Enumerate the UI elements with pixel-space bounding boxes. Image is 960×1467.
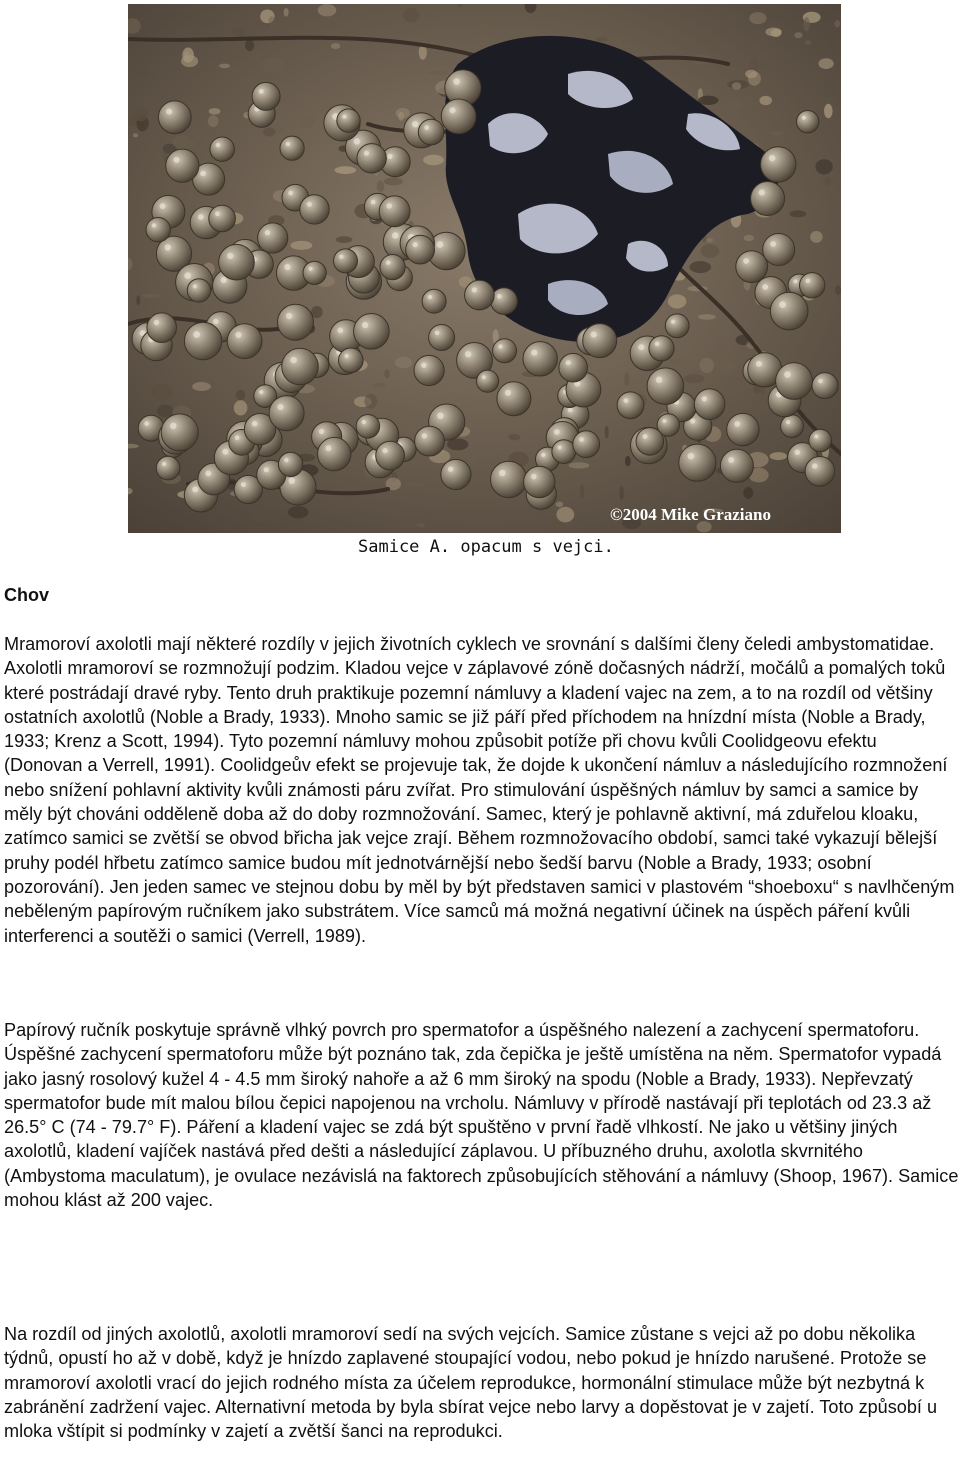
soil-speck: [269, 16, 276, 26]
egg-highlight: [284, 458, 288, 462]
soil-speck: [262, 57, 284, 73]
soil-speck: [219, 64, 230, 69]
egg: [146, 218, 170, 242]
egg: [282, 348, 319, 385]
soil-speck: [769, 131, 784, 135]
egg: [441, 459, 471, 489]
soil-speck: [716, 332, 722, 339]
egg: [278, 452, 302, 476]
photo-watermark: ©2004 Mike Graziano: [610, 505, 771, 524]
egg: [805, 457, 835, 487]
soil-speck: [669, 359, 684, 365]
soil-speck: [835, 285, 841, 295]
egg-highlight: [465, 351, 471, 357]
egg-highlight: [453, 78, 460, 85]
egg: [278, 304, 314, 340]
egg-highlight: [814, 435, 818, 439]
soil-speck: [245, 39, 254, 51]
egg-highlight: [382, 448, 387, 453]
egg-highlight: [566, 360, 571, 365]
soil-speck: [810, 231, 823, 243]
egg: [617, 392, 644, 419]
egg-highlight: [277, 404, 283, 410]
egg-highlight: [762, 284, 768, 290]
soil-speck: [690, 261, 712, 273]
egg-highlight: [288, 191, 293, 196]
egg-highlight: [643, 434, 648, 439]
egg: [552, 440, 576, 464]
egg-highlight: [364, 151, 369, 156]
egg-highlight: [344, 354, 348, 358]
egg: [252, 82, 280, 110]
egg-highlight: [541, 453, 545, 457]
egg: [166, 149, 199, 182]
egg-highlight: [235, 332, 241, 338]
egg: [636, 428, 664, 456]
soil-speck: [815, 159, 832, 174]
soil-speck: [232, 28, 245, 37]
egg: [720, 449, 753, 482]
soil-speck: [770, 452, 787, 460]
egg: [523, 342, 557, 376]
egg-highlight: [779, 301, 786, 308]
soil-speck: [133, 133, 138, 137]
egg: [465, 280, 495, 310]
soil-speck: [701, 244, 719, 258]
egg-highlight: [756, 361, 762, 367]
egg: [337, 109, 360, 132]
egg: [559, 353, 588, 382]
egg-highlight: [413, 242, 418, 247]
soil-speck: [744, 235, 754, 241]
soil-speck: [318, 4, 337, 16]
soil-speck: [284, 8, 289, 17]
soil-speck: [364, 394, 377, 409]
egg-highlight: [362, 420, 366, 424]
egg: [573, 431, 600, 458]
egg-highlight: [165, 244, 171, 250]
egg: [781, 415, 804, 438]
egg-highlight: [286, 313, 292, 319]
egg-highlight: [579, 437, 584, 442]
soil-speck: [819, 58, 834, 69]
soil-speck: [142, 294, 163, 298]
soil-speck: [416, 523, 425, 527]
egg: [227, 324, 262, 359]
soil-speck: [625, 456, 631, 466]
egg-highlight: [290, 357, 297, 364]
egg: [422, 289, 446, 313]
egg-highlight: [362, 322, 368, 328]
egg-highlight: [259, 390, 263, 394]
egg-highlight: [759, 190, 765, 196]
egg-highlight: [531, 350, 537, 356]
egg-highlight: [505, 390, 511, 396]
egg-highlight: [289, 478, 295, 484]
soil-speck: [624, 373, 629, 386]
egg-highlight: [472, 287, 477, 292]
egg-highlight: [222, 449, 228, 455]
soil-speck: [336, 236, 353, 243]
egg-highlight: [656, 377, 663, 384]
soil-speck: [251, 511, 271, 522]
salamander-with-eggs-photo: [128, 4, 841, 533]
egg: [493, 339, 517, 363]
egg: [303, 261, 326, 284]
egg-highlight: [337, 328, 343, 334]
soil-speck: [403, 8, 419, 23]
egg: [770, 292, 808, 330]
soil-speck: [429, 71, 448, 75]
egg-highlight: [449, 107, 455, 113]
soil-speck: [133, 107, 148, 121]
egg: [156, 456, 180, 480]
soil-speck: [478, 25, 490, 34]
egg-highlight: [497, 294, 502, 299]
soil-speck: [377, 181, 385, 193]
soil-speck: [152, 73, 157, 78]
egg: [761, 147, 796, 182]
soil-speck: [396, 108, 410, 118]
egg: [354, 314, 390, 350]
egg-highlight: [702, 396, 707, 401]
figure-caption: Samice A. opacum s vejci.: [358, 537, 614, 557]
egg: [679, 444, 716, 481]
egg: [583, 324, 617, 358]
soil-speck: [720, 360, 736, 372]
photo-graphic: [128, 4, 841, 533]
egg-highlight: [339, 255, 343, 259]
egg-highlight: [354, 138, 360, 144]
egg-highlight: [264, 467, 269, 472]
soil-speck: [263, 127, 275, 136]
egg-highlight: [154, 320, 159, 325]
egg-highlight: [371, 200, 376, 205]
egg-highlight: [812, 463, 817, 468]
soil-speck: [605, 426, 609, 439]
egg-highlight: [265, 230, 270, 235]
soil-speck: [684, 374, 705, 383]
egg-highlight: [160, 203, 166, 209]
egg: [812, 373, 838, 399]
egg-highlight: [437, 241, 444, 248]
egg: [158, 101, 191, 134]
egg-highlight: [743, 258, 749, 264]
soil-speck: [291, 241, 313, 250]
egg-highlight: [498, 344, 502, 348]
egg-highlight: [662, 419, 666, 423]
soil-speck: [825, 176, 832, 186]
soil-speck: [732, 82, 741, 90]
egg-highlight: [307, 202, 312, 207]
soil-speck: [182, 48, 194, 63]
egg: [414, 355, 444, 385]
egg-highlight: [387, 154, 392, 159]
soil-speck: [749, 12, 766, 24]
egg: [809, 429, 832, 452]
egg-highlight: [184, 272, 191, 279]
egg-highlight: [198, 214, 204, 220]
egg-highlight: [319, 429, 324, 434]
egg-highlight: [342, 115, 346, 119]
soil-speck: [794, 32, 802, 38]
egg-highlight: [558, 445, 562, 449]
egg-highlight: [655, 342, 660, 347]
egg: [751, 182, 785, 216]
egg-highlight: [795, 450, 800, 455]
egg: [280, 136, 304, 160]
egg-highlight: [170, 423, 177, 430]
egg-highlight: [221, 277, 227, 283]
soil-speck: [172, 135, 193, 149]
soil-speck: [508, 434, 520, 441]
egg: [269, 396, 304, 431]
egg-highlight: [284, 264, 290, 270]
egg: [477, 370, 499, 392]
egg: [334, 249, 358, 273]
egg-highlight: [286, 142, 290, 146]
egg: [441, 99, 476, 134]
egg-highlight: [174, 157, 180, 163]
egg: [497, 382, 531, 416]
soil-speck: [395, 357, 412, 368]
soil-speck: [556, 502, 563, 508]
egg-highlight: [784, 371, 791, 378]
egg-highlight: [166, 109, 172, 115]
soil-speck: [556, 507, 574, 523]
egg: [491, 461, 527, 497]
egg-highlight: [216, 143, 220, 147]
egg-highlight: [241, 482, 246, 487]
soil-speck: [727, 99, 744, 109]
soil-speck: [804, 40, 811, 44]
soil-speck: [765, 28, 781, 37]
egg-highlight: [728, 457, 734, 463]
egg-highlight: [200, 171, 206, 177]
egg-highlight: [428, 295, 432, 299]
egg-highlight: [259, 89, 264, 94]
paragraph-3: Na rozdíl od jiných axolotlů, axolotli mramoroví sedí na svých vejcích. Samice zůstane s vejci až po dobu několika týdnů, opustí ho až v době, když je hnízdo zaplavené stoupající vodou, nebo pokud je hnízdo narušené. Protože se mramoroví axolotli vrací do jejich rodného místa za účelem reprodukce, hormonální stimulace může být nezbytná k zabránění zadržení vajec. Alternativní metoda by byla sbírat vejce nebo larvy a dopěstovat je v zajetí. Toto způsobí u mloka vštípit si podmínky v zajetí a zvětší šanci na reprodukci.: [4, 1324, 938, 1442]
egg: [418, 119, 444, 145]
soil-speck: [734, 284, 738, 292]
egg-highlight: [531, 474, 537, 480]
egg-highlight: [386, 203, 392, 209]
soil-speck: [299, 116, 314, 128]
soil-speck: [569, 462, 590, 468]
egg: [339, 348, 364, 373]
egg-highlight: [162, 462, 166, 466]
soil-speck: [698, 96, 718, 105]
egg-highlight: [499, 470, 506, 477]
egg: [219, 244, 255, 280]
egg-highlight: [482, 375, 486, 379]
soil-speck: [700, 358, 714, 373]
egg-highlight: [435, 331, 440, 336]
egg: [184, 322, 221, 359]
egg: [429, 325, 455, 351]
egg-highlight: [734, 421, 740, 427]
soil-speck: [134, 66, 148, 77]
soil-speck: [157, 405, 174, 418]
paragraph-2: Papírový ručník poskytuje správně vlhký povrch pro spermatofor a úspěšného nalezení a zachycení spermatoforu. Úspěšné zachycení spermatoforu může být poznáno tak, zda čepička je ještě umístěna na něm. Spermatofor vypadá jako jasný rosolový kužel 4 - 4.5 mm široký nahoře a až 6 mm široký na spodu (Noble a Brady, 1933). Nepřevzatý spermatofor bude mít malou bílou čepici napojenou na vrcholu. Námluvy v přírodě nastávají při teplotách od 23.3 až 26.5° C (74 - 79.7° F). Páření a kladení vajec se zdá být spuštěno v první řadě vlhkostí. Ne jako u většiny jiných axolotlů, kladení vajíček nastává před dešti a následující záplavou. U příbuzného druhu, axolotla skvrnitého (Ambystoma maculatum), je ovulace nezávislá na faktorech způsobujících stěhování a námluvy (Shoop, 1967). Samice mohou klást až 200 vajec.: [4, 1020, 959, 1211]
soil-speck: [743, 487, 753, 499]
egg-highlight: [818, 379, 823, 384]
soil-speck: [208, 115, 219, 127]
egg-highlight: [325, 445, 331, 451]
egg-highlight: [624, 398, 629, 403]
egg-highlight: [448, 467, 453, 472]
egg: [736, 251, 768, 283]
egg: [694, 389, 725, 420]
egg-highlight: [568, 408, 573, 413]
paragraph-1: Mramoroví axolotli mají některé rozdíly v jejich životních cyklech ve srovnání s dalšími členy čeledi ambystomatidae. Axolotli mramoroví se rozmnožují podzim. Kladou vejce v záplavové zóně dočasných nádrží, močálů a pomalých toků které postrádají dravé ryby. Tento druh praktikuje pozemní námluvy a kladení vajec na zem, a to na rozdíl od většiny ostatních axolotlů (Noble a Brady, 1933). Mnoho samic se již páří před příchodem na hnízdní místa (Noble a Brady, 1933; Krenz a Scott, 1994). Tyto pozemní námluvy mohou způsobit potíže při chovu kvůli Coolidgeovu efektu (Donovan a Verrell, 1991). Coolidgeův efekt se projevuje tak, že dojde k ukončení námluv a následujícího rozmnožení nebo snížení pohlavní aktivity kvůli známosti páru zvířat. Pro stimulování úspěšných námluv by samci a samice by měly být chováni odděleně doba až do doby rozmnožování. Samec, který je pohlavně aktivní, má zduřelou kloaku, zatímco samici se zvětší se obvod břicha jak vejce zrají. Během rozmnožovacího období, samci také vykazují bělejší pruhy podél hřbetu zatímco samice budou mít jednotvárnější nebo šedší barvu (Noble a Brady, 1933; osobní pozorování). Jen jeden samec ve stejnou dobu by měl by být představen samici v plastovém “shoeboxu“ s navlhčeným neběleným papírovým ručníkem jako substrátem. Více samců má možná negativní účinek na úspěch páření kvůli interferenci a soutěži o samici (Verrell, 1989).: [4, 634, 955, 946]
egg: [187, 279, 210, 302]
egg: [380, 255, 405, 280]
egg-highlight: [671, 320, 675, 324]
egg: [647, 368, 684, 405]
soil-speck: [406, 482, 424, 486]
egg-highlight: [422, 433, 427, 438]
egg: [147, 313, 177, 343]
egg-highlight: [215, 211, 220, 216]
egg-highlight: [769, 155, 775, 161]
egg: [776, 363, 813, 400]
soil-speck: [834, 20, 840, 28]
egg-highlight: [309, 267, 313, 271]
soil-speck: [236, 390, 246, 400]
egg-highlight: [144, 421, 149, 426]
egg-highlight: [802, 116, 806, 120]
egg: [415, 426, 445, 456]
egg-highlight: [193, 284, 197, 288]
egg: [665, 314, 689, 338]
egg: [491, 288, 518, 315]
egg-highlight: [386, 260, 391, 265]
egg-highlight: [227, 253, 233, 259]
egg-highlight: [638, 344, 644, 350]
soil-speck: [467, 458, 475, 464]
egg: [524, 466, 555, 497]
soil-speck: [619, 486, 623, 500]
egg-highlight: [770, 241, 776, 247]
egg: [406, 235, 435, 264]
soil-speck: [373, 383, 386, 387]
soil-speck: [790, 210, 807, 217]
egg-highlight: [793, 279, 797, 283]
egg-highlight: [690, 419, 695, 424]
soil-speck: [824, 104, 833, 119]
egg-highlight: [192, 487, 198, 493]
egg-highlight: [421, 363, 426, 368]
egg-highlight: [193, 331, 200, 338]
egg: [797, 111, 819, 133]
soil-speck: [596, 37, 608, 42]
egg: [210, 137, 234, 161]
egg: [318, 437, 351, 470]
egg-highlight: [786, 420, 790, 424]
egg: [649, 336, 674, 361]
soil-speck: [707, 238, 714, 242]
egg-highlight: [437, 413, 444, 420]
soil-speck: [384, 369, 390, 378]
soil-speck: [136, 295, 140, 305]
soil-speck: [234, 400, 248, 415]
soil-speck: [748, 72, 761, 86]
soil-speck: [384, 177, 403, 185]
soil-speck: [151, 384, 173, 400]
egg-highlight: [252, 421, 258, 427]
egg: [376, 441, 405, 470]
section-heading: Chov: [4, 585, 49, 605]
egg: [209, 205, 236, 232]
soil-speck: [288, 506, 309, 519]
soil-speck: [209, 108, 221, 114]
soil-speck: [668, 294, 687, 308]
egg-highlight: [688, 453, 695, 460]
egg: [300, 195, 329, 224]
egg: [161, 414, 198, 451]
egg-highlight: [412, 121, 418, 127]
soil-speck: [580, 484, 584, 499]
egg-highlight: [424, 125, 429, 130]
egg: [727, 413, 759, 445]
soil-speck: [759, 96, 772, 105]
egg-highlight: [806, 279, 811, 284]
soil-speck: [803, 17, 809, 31]
egg-highlight: [213, 319, 218, 324]
egg: [800, 273, 825, 298]
egg: [258, 223, 288, 253]
egg-highlight: [205, 471, 211, 477]
egg-highlight: [392, 232, 399, 239]
egg: [357, 144, 386, 173]
soil-speck: [331, 43, 340, 49]
soil-speck: [423, 155, 444, 166]
egg: [763, 234, 795, 266]
egg: [356, 415, 380, 439]
soil-speck: [335, 166, 357, 174]
soil-speck: [698, 314, 716, 320]
egg-highlight: [554, 429, 560, 435]
egg-highlight: [152, 223, 156, 227]
egg-highlight: [235, 435, 240, 440]
egg: [379, 196, 410, 227]
egg-highlight: [591, 332, 597, 338]
soil-speck: [192, 382, 211, 391]
